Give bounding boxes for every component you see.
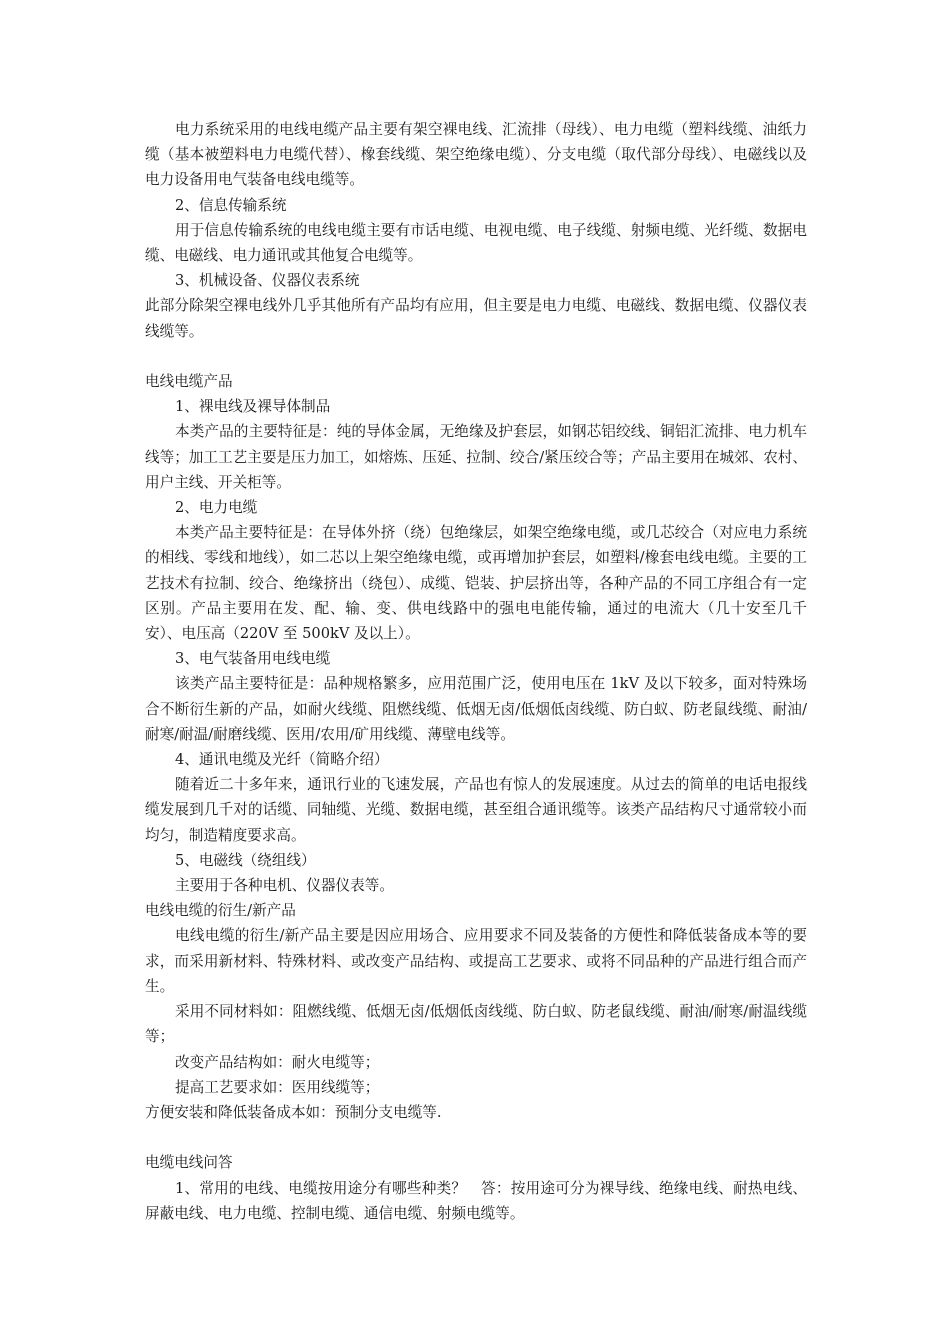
blank-line xyxy=(145,344,807,369)
paragraph-installation-cost: 方便安装和降低装备成本如：预制分支电缆等. xyxy=(145,1103,442,1121)
paragraph-bare-wire: 本类产品的主要特征是：纯的导体金属，无绝缘及护套层，如钢芯铝绞线、铜铝汇流排、电力机车线等；加工工艺主要是压力加工，如熔炼、压延、拉制、绞合/紧压绞合等；产品主要用在城郊、农村、用户主线、开关柜等。 xyxy=(145,423,807,491)
heading-communication-cable: 4、通讯电缆及光纤（简略介绍） xyxy=(175,751,389,769)
blank-line xyxy=(145,1125,807,1150)
heading-info-transmission: 2、信息传输系统 xyxy=(175,196,287,214)
heading-electrical-equipment-cable: 3、电气装备用电线电缆 xyxy=(175,650,331,668)
paragraph-magnet-wire: 主要用于各种电机、仪器仪表等。 xyxy=(175,877,394,895)
paragraph-info-transmission: 用于信息传输系统的电线电缆主要有市话电缆、电视电缆、电子线缆、射频电缆、光纤缆、数据电缆、电磁线、电力通讯或其他复合电缆等。 xyxy=(145,221,807,265)
paragraph-power-system-products: 电力系统采用的电线电缆产品主要有架空裸电线、汇流排（母线）、电力电缆（塑料线缆、油纸力缆（基本被塑料电力电缆代替）、橡套线缆、架空绝缘电缆）、分支电缆（取代部分母线）、电磁线以及电力设备用电气装备电线电缆等。 xyxy=(145,121,807,189)
section-title-cable-products: 电线电缆产品 xyxy=(145,373,233,391)
paragraph-structure-change: 改变产品结构如：耐火电缆等； xyxy=(175,1053,380,1071)
document-page xyxy=(145,117,807,1226)
paragraph-derived-products: 电线电缆的衍生/新产品主要是因应用场合、应用要求不同及装备的方便性和降低装备成本等的要求，而采用新材料、特殊材料、或改变产品结构、或提高工艺要求、或将不同品种的产品进行组合而产生。 xyxy=(145,927,807,995)
section-title-qa: 电缆电线问答 xyxy=(145,1154,233,1172)
heading-magnet-wire: 5、电磁线（绕组线） xyxy=(175,851,316,869)
heading-power-cable: 2、电力电缆 xyxy=(175,499,258,517)
paragraph-different-materials: 采用不同材料如：阻燃线缆、低烟无卤/低烟低卤线缆、防白蚁、防老鼠线缆、耐油/耐寒/耐温线缆等； xyxy=(145,1003,807,1046)
paragraph-communication-cable: 随着近二十多年来，通讯行业的飞速发展，产品也有惊人的发展速度。从过去的简单的电话电报线缆发展到几千对的话缆、同轴缆、光缆、数据电缆，甚至组合通讯缆等。该类产品结构尺寸通常较小而均匀，制造精度要求高。 xyxy=(145,776,807,844)
paragraph-electrical-equipment-cable: 该类产品主要特征是：品种规格繁多，应用范围广泛，使用电压在 1kV 及以下较多，面对特殊场合不断衍生新的产品，如耐火线缆、阻燃线缆、低烟无卤/低烟低卤线缆、防白蚁、防老鼠线缆、耐油/耐寒/耐温/耐磨线缆、医用/农用/矿用线缆、薄壁电线等。 xyxy=(145,675,807,743)
section-title-derived-products: 电线电缆的衍生/新产品 xyxy=(145,902,296,920)
paragraph-power-cable: 本类产品主要特征是：在导体外挤（绕）包绝缘层，如架空绝缘电缆，或几芯绞合（对应电力系统的相线、零线和地线），如二芯以上架空绝缘电缆，或再增加护套层，如塑料/橡套电线电缆。主要的工艺技术有拉制、绞合、绝缘挤出（绕包）、成缆、铠装、护层挤出等，各种产品的不同工序组合有一定区别。产品主要用在发、配、输、变、供电线路中的强电电能传输，通过的电流大（几十安至几千安）、电压高（220V 至 500kV 及以上）。 xyxy=(145,524,807,643)
paragraph-qa-1: 1、常用的电线、电缆按用途分有哪些种类？ 答：按用途可分为裸导线、绝缘电线、耐热电线、屏蔽电线、电力电缆、控制电缆、通信电缆、射频电缆等。 xyxy=(145,1179,807,1222)
heading-bare-wire: 1、裸电线及裸导体制品 xyxy=(175,398,331,416)
heading-machinery-instruments: 3、机械设备、仪器仪表系统 xyxy=(175,272,360,290)
paragraph-process-requirement: 提高工艺要求如：医用线缆等； xyxy=(175,1078,380,1096)
paragraph-machinery-instruments: 此部分除架空裸电线外几乎其他所有产品均有应用，但主要是电力电缆、电磁线、数据电缆、仪器仪表线缆等。 xyxy=(145,297,807,340)
